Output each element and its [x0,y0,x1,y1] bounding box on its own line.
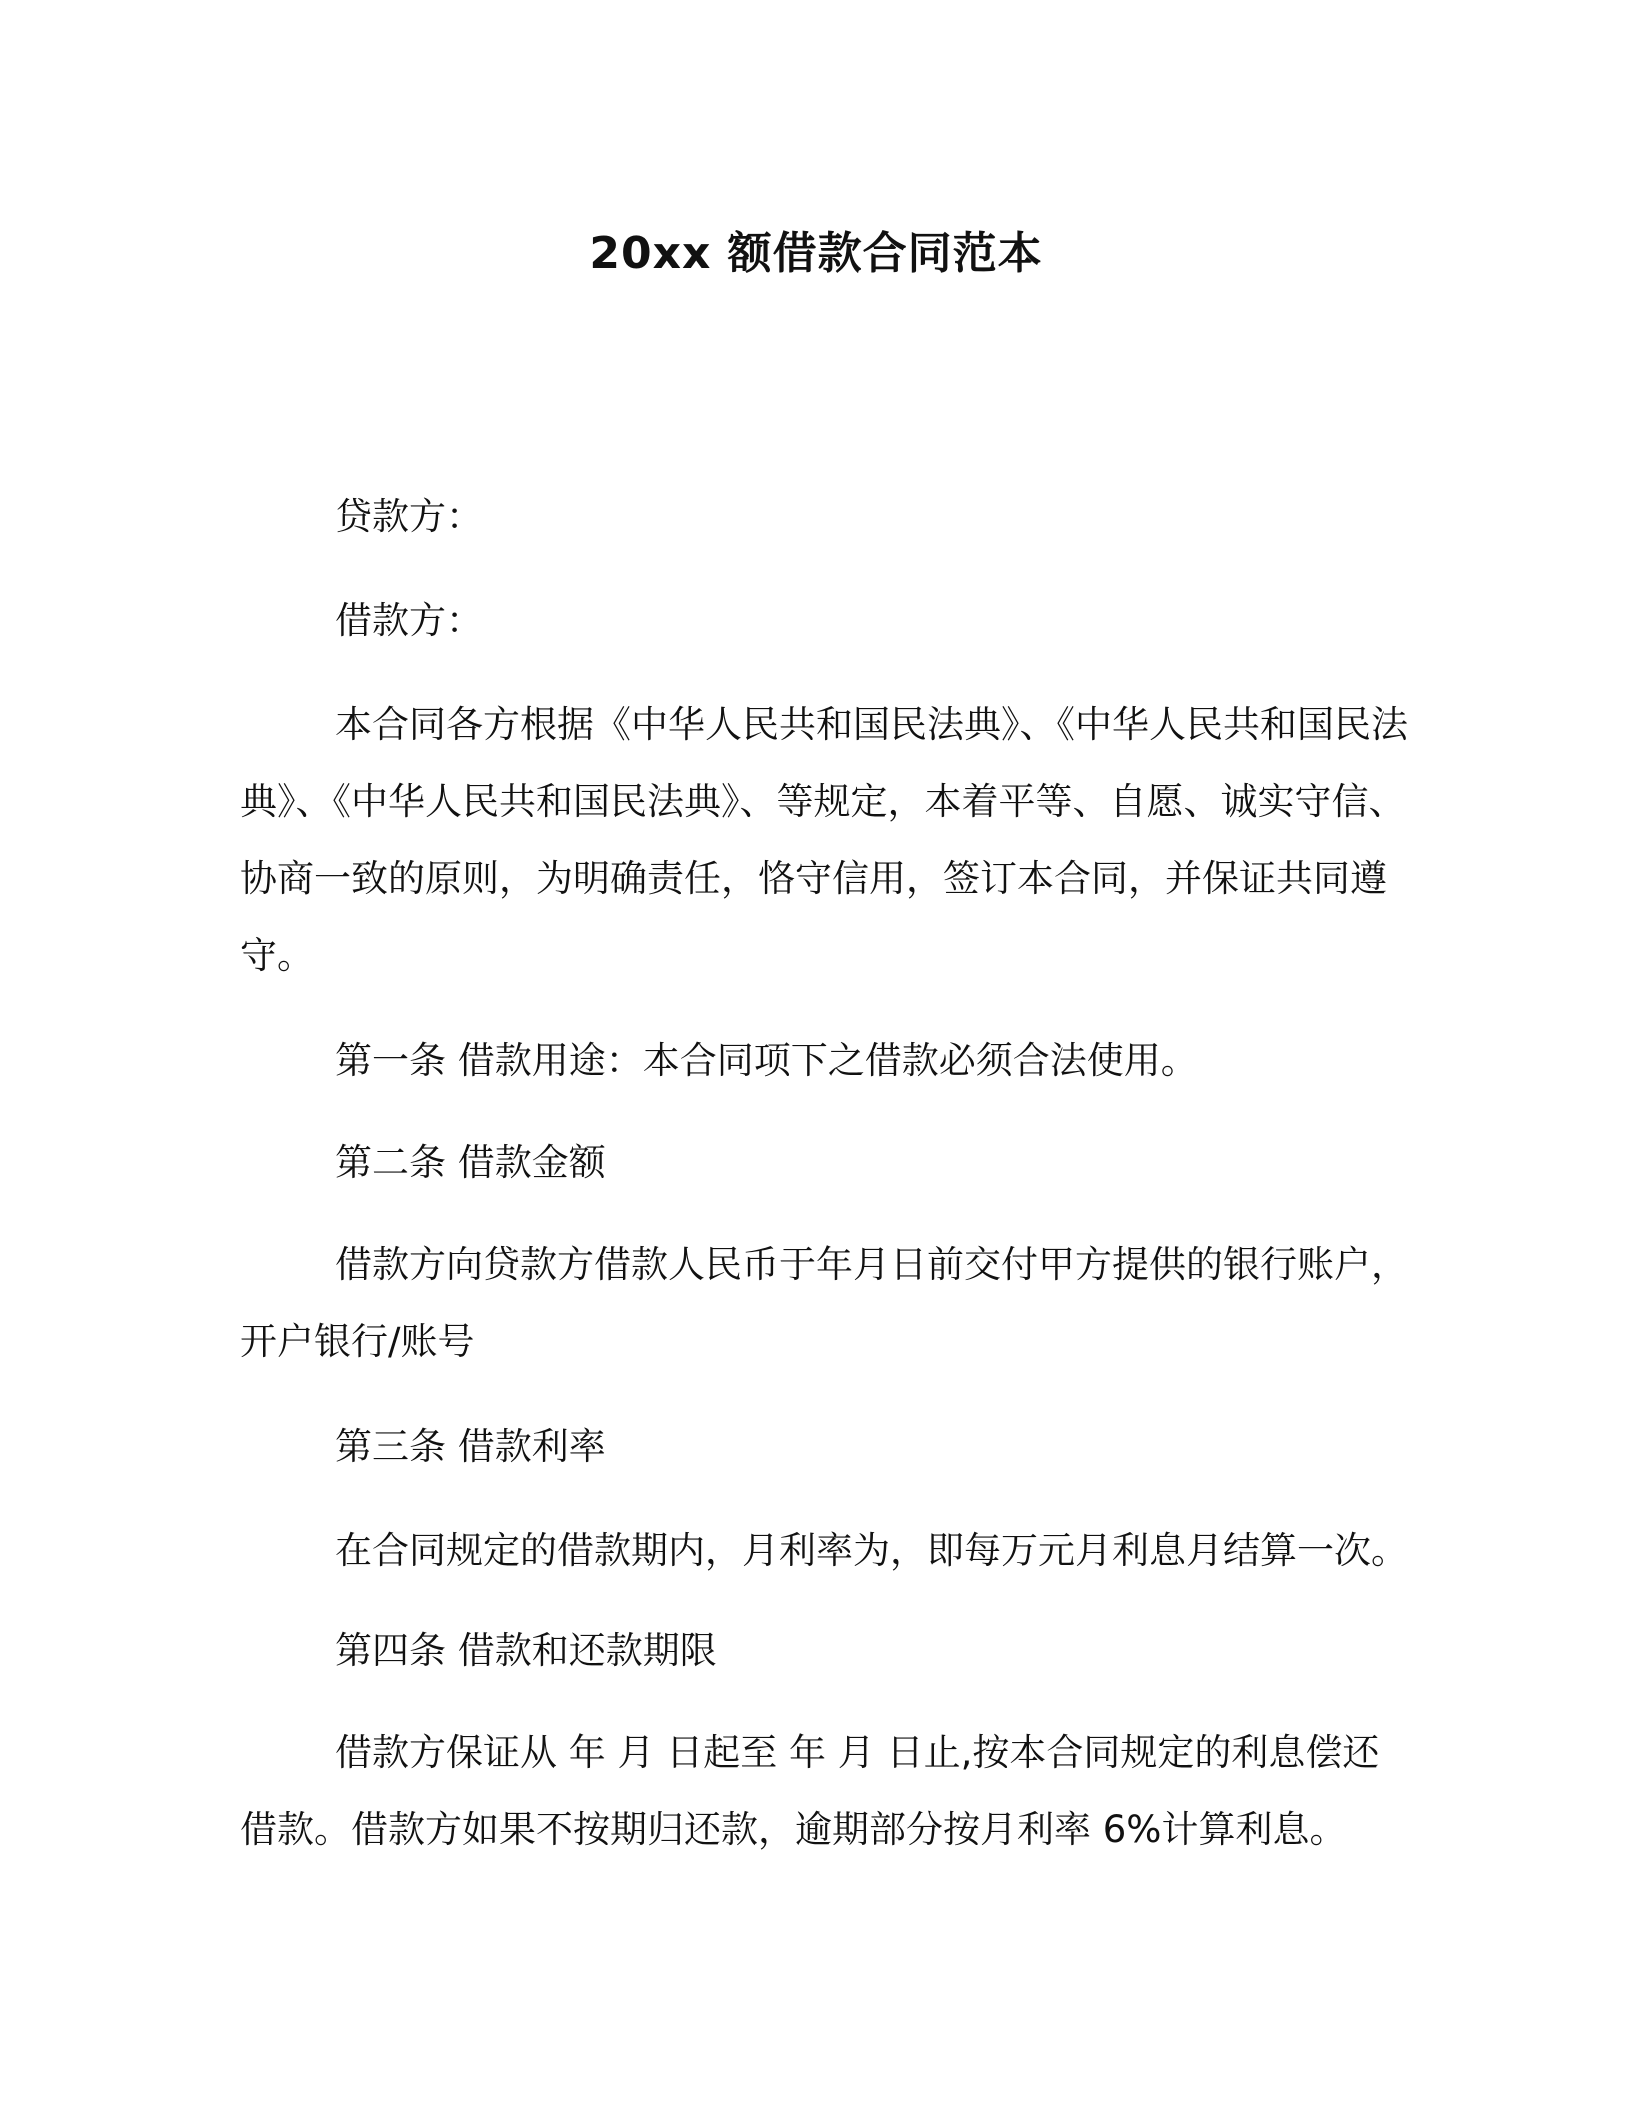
article-4-heading: 第四条 借款和还款期限 [335,1629,717,1672]
article-2-body: 借款方向贷款方借款人民币于年月日前交付甲方提供的银行账户，开户银行/账号 [240,1243,1408,1363]
article-3-body: 在合同规定的借款期内，月利率为，即每万元月利息月结算一次。 [335,1529,1408,1572]
preamble-paragraph: 本合同各方根据《中华人民共和国民法典》、《中华人民共和国民法典》、《中华人民共和国民法典》、等规定，本着平等、自愿、诚实守信、协商一致的原则，为明确责任，恪守信用，签订本合同，并保证共同遵守。 [240,703,1408,977]
article-2-heading: 第二条 借款金额 [335,1141,606,1184]
article-4-body: 借款方保证从 年 月 日起至 年 月 日止,按本合同规定的利息偿还借款。借款方如果不按期归还款，逾期部分按月利率 6%计算利息。 [240,1731,1380,1851]
document-title: 20xx 额借款合同范本 [589,228,1043,279]
article-1: 第一条 借款用途：本合同项下之借款必须合法使用。 [335,1039,1198,1082]
lender-label: 贷款方： [335,495,483,538]
borrower-label: 借款方： [335,599,483,642]
article-3-heading: 第三条 借款利率 [335,1425,606,1468]
